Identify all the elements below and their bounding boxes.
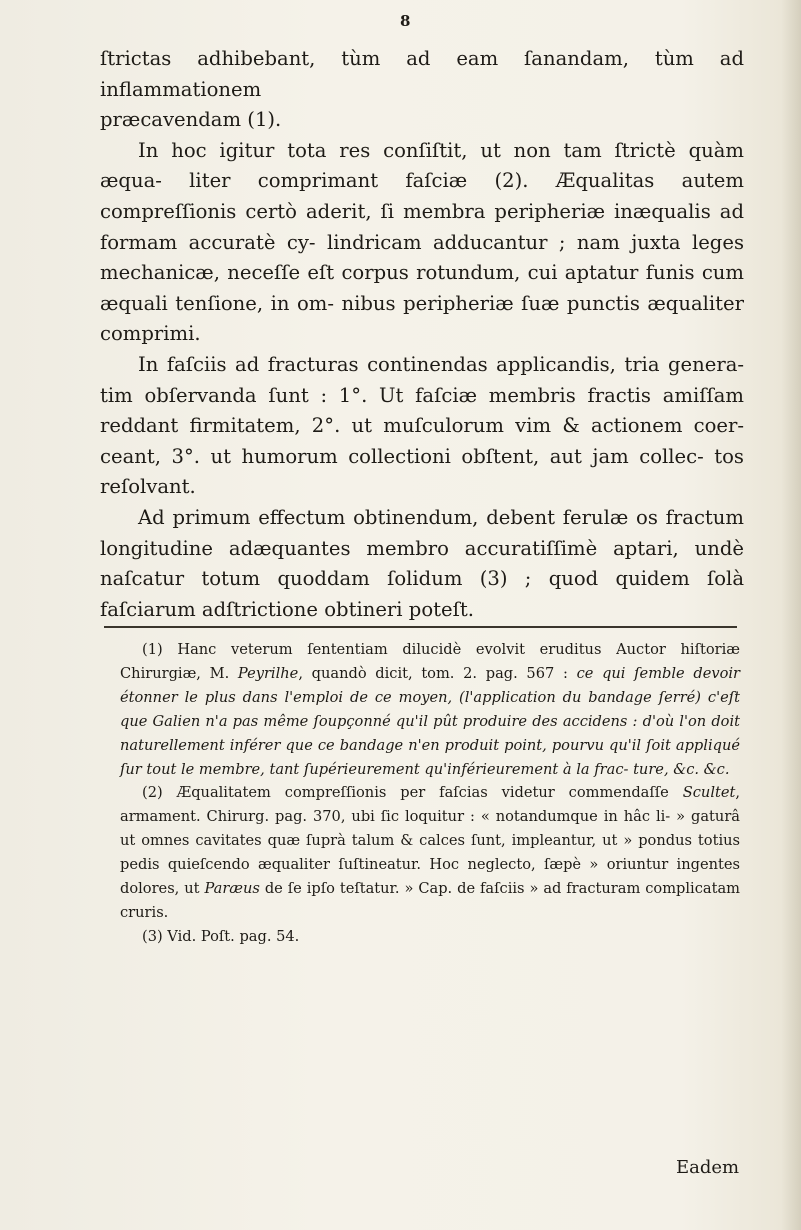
paragraph-3: In faſciis ad fracturas continendas applicandis, tria genera- tim obſervanda ſunt : 1°. Ut faſciæ membris fractis amiſſam reddant firmitatem, 2°. ut muſculorum vim & actionem coer- ceant, 3°. ut humorum collectioni obſtent, aut jam collec- tos reſolvant. (100, 352, 744, 499)
footnote-1: (1) Hanc veterum ſententiam dilucidè evolvit eruditus Auctor hiſtoriæ Chirurgiæ, M. Peyrilhe, quandò dicit, tom. 2. pag. 567 : ce qui ſemble devoir étonner le plus dans l'emploi de ce moyen, (l'application du bandage ſerré) c'eſt que Galien n'a pas même ſoupçonné qu'il pût produire des accidens : d'où l'on doit naturellement inférer que ce bandage n'en produit point, pourvu qu'il ſoit appliqué ſur tout le membre, tant ſupérieurement qu'inférieurement à la frac- ture, &c. &c. (120, 641, 741, 778)
paragraph-4: Ad primum effectum obtinendum, debent ferulæ os fractum longitudine adæquantes membro accuratiſſimè aptari, undè naſcatur totum quoddam ſolidum (3) ; quod quidem ſolà faſciarum adſtrictione obtineri poteſt. (100, 505, 744, 621)
page-edge-shadow (781, 0, 801, 1230)
paragraph-1-line-2: præcavendam (1). (100, 108, 282, 132)
footnote-1-author: Peyrilhe (237, 664, 299, 682)
footnote-2-author-2: Paræus (204, 880, 260, 898)
page-number: 8 (400, 12, 411, 30)
footnote-1-quote: ce qui ſemble devoir étonner le plus dans l'emploi de ce moyen, (l'application du bandage ſerré) c'eſt que Galien n'a pas même ſoupçonné qu'il pût produire des accidens : d'où l'on doit naturellement inférer que ce bandage n'en produit point, pourvu qu'il ſoit appliqué ſur tout le membre, tant ſupérieurement qu'inférieurement à la frac- ture, &c. &c. (120, 664, 741, 778)
paragraph-continuation (100, 44, 744, 136)
footnote-separator (104, 626, 737, 628)
catchword: Eadem (676, 1157, 740, 1178)
paragraph-1-line-1: ſtrictas adhibebant, tùm ad eam ſanandam, tùm ad inflammationem (100, 47, 744, 101)
paragraph-2: In hoc igitur tota res conſiſtit, ut non tam ſtrictè quàm æqua- liter comprimant faſciæ (2). Æqualitas autem compreſſionis certò aderit, ſi membra peripheriæ inæqualis ad formam accuratè cy- lindricam adducantur ; nam juxta leges mechanicæ, neceſſe eſt corpus rotundum, cui aptatur funis cum æquali tenſione, in om- nibus peripheriæ ſuæ punctis æqualiter comprimi. (100, 138, 744, 346)
footnote-3: (3) Vid. Poſt. pag. 54. (142, 927, 300, 945)
footnote-2-author: Scultet (682, 784, 736, 802)
main-text (100, 44, 744, 625)
footnotes (120, 638, 740, 949)
footnote-2: (2) Æqualitatem compreſſionis per faſcias videtur commendaſſe Scultet, armament. Chirurg. pag. 370, ubi ſic loquitur : « notandumque in hâc li- » gaturâ ut omnes cavitates quæ ſuprà talum & calces ſunt, impleantur, ut » pondus totius pedis quieſcendo æqualiter ſuſtineatur. Hoc neglecto, ſæpè » oriuntur ingentes dolores, ut Paræus de ſe ipſo teſtatur. » Cap. de faſciis » ad fracturam complicatam cruris. (120, 784, 740, 921)
